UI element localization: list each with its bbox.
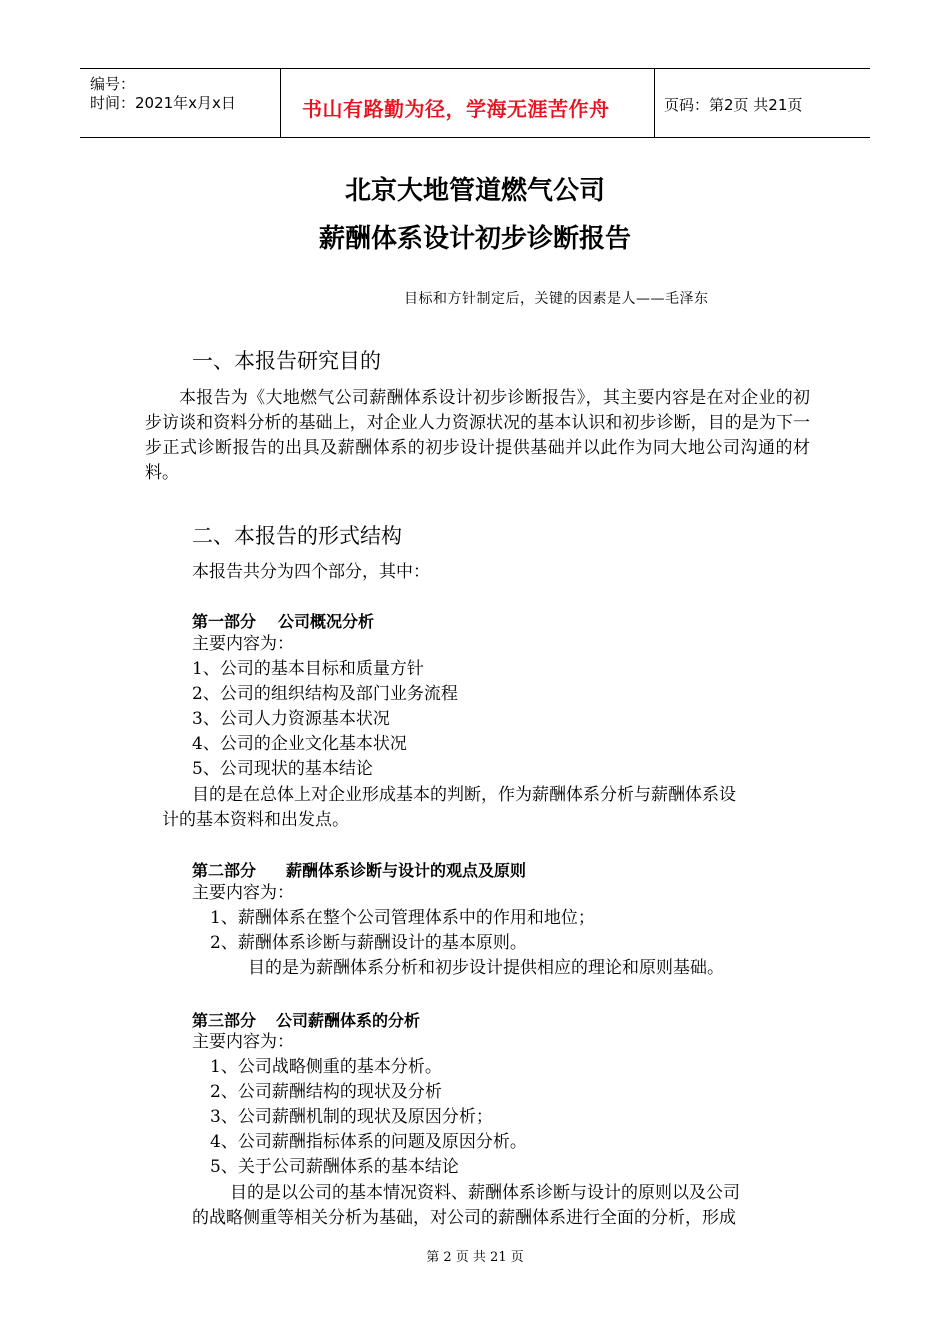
purpose-text: 目的是在总体上对企业形成基本的判断，作为薪酬体系分析与薪酬体系设 xyxy=(192,785,736,805)
purpose-text: 的战略侧重等相关分析为基础，对公司的薪酬体系进行全面的分析，形成 xyxy=(192,1208,736,1228)
page-header xyxy=(80,68,870,138)
content-label: 主要内容为： xyxy=(192,1032,294,1052)
list-item: 3、公司人力资源基本状况 xyxy=(192,709,390,729)
document-title-line1: 北京大地管道燃气公司 xyxy=(344,176,605,206)
part-number: 第二部分 xyxy=(192,861,257,880)
list-item: 1、薪酬体系在整个公司管理体系中的作用和地位； xyxy=(210,908,595,928)
purpose-text: 计的基本资料和出发点。 xyxy=(162,810,349,830)
part-name: 公司薪酬体系的分析 xyxy=(276,1011,421,1030)
document-title-line2: 薪酬体系设计初步诊断报告 xyxy=(318,224,631,254)
document-time-label: 时间：2021年x月x日 xyxy=(90,94,236,112)
list-item: 5、公司现状的基本结论 xyxy=(192,759,373,779)
section-paragraph: 本报告为《大地燃气公司薪酬体系设计初步诊断报告》，其主要内容是在对企业的初步访谈和资料分析的基础上，对企业人力资源状况的基本认识和初步诊断，目的是为下一步正式诊断报告的出具及薪酬体系的初步设计提供基础并以此作为同大地公司沟通的材料。 xyxy=(145,388,810,483)
list-item: 3、公司薪酬机制的现状及原因分析； xyxy=(210,1107,493,1127)
list-item: 4、公司薪酬指标体系的问题及原因分析。 xyxy=(210,1132,527,1152)
content-label: 主要内容为： xyxy=(192,634,294,654)
header-divider xyxy=(280,69,281,137)
header-motto: 书山有路勤为径，学海无涯苦作舟 xyxy=(302,97,610,121)
epigraph-quote: 目标和方针制定后，关键的因素是人——毛泽东 xyxy=(404,291,709,307)
list-item: 2、薪酬体系诊断与薪酬设计的基本原则。 xyxy=(210,933,527,953)
document-number-label: 编号： xyxy=(90,75,136,93)
list-item: 1、公司的基本目标和质量方针 xyxy=(192,659,424,679)
part-title xyxy=(192,609,374,632)
purpose-text: 目的是以公司的基本情况资料、薪酬体系诊断与设计的原则以及公司 xyxy=(230,1183,740,1203)
part-title xyxy=(192,1008,420,1031)
part-name: 薪酬体系诊断与设计的观点及原则 xyxy=(286,861,527,880)
section-intro: 本报告共分为四个部分，其中： xyxy=(192,562,430,582)
list-item: 2、公司薪酬结构的现状及分析 xyxy=(210,1082,442,1102)
part-name: 公司概况分析 xyxy=(278,612,375,631)
list-item: 1、公司战略侧重的基本分析。 xyxy=(210,1057,442,1077)
part-title xyxy=(192,858,526,881)
list-item: 4、公司的企业文化基本状况 xyxy=(192,734,407,754)
part-number: 第三部分 xyxy=(192,1011,257,1030)
section-heading: 一、本报告研究目的 xyxy=(192,349,381,373)
header-page-label: 页码：第2页 共21页 xyxy=(664,96,803,114)
content-label: 主要内容为： xyxy=(192,883,294,903)
header-divider xyxy=(654,69,655,137)
list-item: 5、关于公司薪酬体系的基本结论 xyxy=(210,1157,459,1177)
purpose-text: 目的是为薪酬体系分析和初步设计提供相应的理论和原则基础。 xyxy=(248,958,724,978)
list-item: 2、公司的组织结构及部门业务流程 xyxy=(192,684,458,704)
section-heading: 二、本报告的形式结构 xyxy=(192,524,402,548)
page-footer: 第 2 页 共 21 页 xyxy=(426,1250,524,1265)
part-number: 第一部分 xyxy=(192,612,257,631)
